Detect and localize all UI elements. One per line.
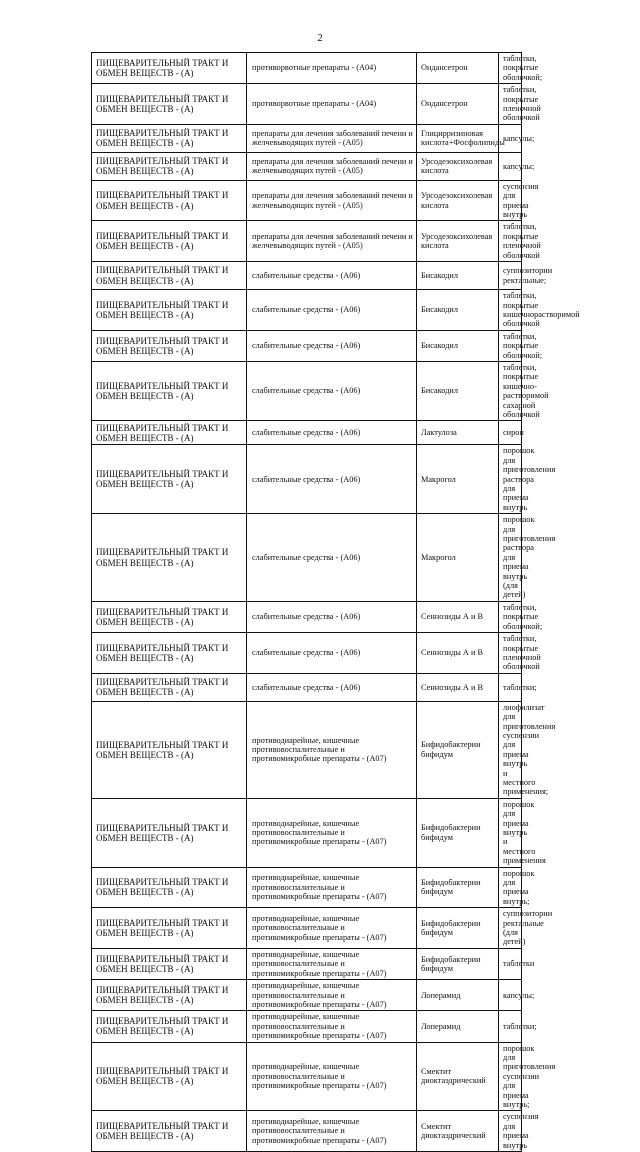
therapeutic-group-cell: ПИЩЕВАРИТЕЛЬНЫЙ ТРАКТ И ОБМЕН ВЕЩЕСТВ - (А) — [92, 514, 247, 602]
drug-name-cell: Бифидобактерии бифидум — [417, 798, 499, 867]
table-row — [92, 421, 522, 445]
drug-name-cell: Бисакодил — [417, 290, 499, 331]
dosage-form-cell: таблетки; — [499, 673, 522, 701]
drug-name-cell: Бифидобактерии бифидум — [417, 701, 499, 798]
pharmacological-subgroup-cell: препараты для лечения заболеваний печени и желчевыводящих путей - (А05) — [247, 221, 417, 262]
table-row — [92, 1111, 522, 1152]
therapeutic-group-cell: ПИЩЕВАРИТЕЛЬНЫЙ ТРАКТ И ОБМЕН ВЕЩЕСТВ - (А) — [92, 908, 247, 949]
therapeutic-group-cell: ПИЩЕВАРИТЕЛЬНЫЙ ТРАКТ И ОБМЕН ВЕЩЕСТВ - (А) — [92, 1042, 247, 1111]
page-number: 2 — [317, 32, 323, 44]
therapeutic-group-cell: ПИЩЕВАРИТЕЛЬНЫЙ ТРАКТ И ОБМЕН ВЕЩЕСТВ - (А) — [92, 633, 247, 674]
drug-name-cell: Ондансетрон — [417, 53, 499, 84]
dosage-form-cell: таблетки, покрытые кишечнорастворимой оболочкой — [499, 290, 522, 331]
therapeutic-group-cell: ПИЩЕВАРИТЕЛЬНЫЙ ТРАКТ И ОБМЕН ВЕЩЕСТВ - (А) — [92, 180, 247, 221]
table-row — [92, 53, 522, 84]
drug-name-cell: Бисакодил — [417, 262, 499, 290]
dosage-form-cell: лиофилизат для приготовления суспензии для приема внутрь и местного применения; — [499, 701, 522, 798]
pharmacological-subgroup-cell: слабительные средства - (А06) — [247, 514, 417, 602]
medication-table — [91, 52, 580, 1152]
therapeutic-group-cell: ПИЩЕВАРИТЕЛЬНЫЙ ТРАКТ И ОБМЕН ВЕЩЕСТВ - (А) — [92, 701, 247, 798]
dosage-form-cell: капсулы; — [499, 980, 522, 1011]
dosage-form-cell: капсулы; — [499, 152, 522, 180]
dosage-form-cell: суппозитории ректальные (для детей) — [499, 908, 522, 949]
dosage-form-cell: порошок для приема внутрь; — [499, 867, 522, 908]
table-row — [92, 948, 522, 979]
pharmacological-subgroup-cell: слабительные средства - (А06) — [247, 445, 417, 514]
therapeutic-group-cell: ПИЩЕВАРИТЕЛЬНЫЙ ТРАКТ И ОБМЕН ВЕЩЕСТВ - (А) — [92, 290, 247, 331]
pharmacological-subgroup-cell: противодиарейные, кишечные противовоспалительные и противомикробные препараты - (А07) — [247, 867, 417, 908]
table-row — [92, 330, 522, 361]
dosage-form-cell: суппозитории ректальные; — [499, 262, 522, 290]
therapeutic-group-cell: ПИЩЕВАРИТЕЛЬНЫЙ ТРАКТ И ОБМЕН ВЕЩЕСТВ - (А) — [92, 421, 247, 445]
dosage-form-cell: таблетки; — [499, 1011, 522, 1042]
therapeutic-group-cell: ПИЩЕВАРИТЕЛЬНЫЙ ТРАКТ И ОБМЕН ВЕЩЕСТВ - (А) — [92, 361, 247, 420]
drug-name-cell: Смектит диоктаэдрический — [417, 1042, 499, 1111]
drug-name-cell: Сеннозиды А и В — [417, 673, 499, 701]
therapeutic-group-cell: ПИЩЕВАРИТЕЛЬНЫЙ ТРАКТ И ОБМЕН ВЕЩЕСТВ - (А) — [92, 673, 247, 701]
table-row — [92, 1011, 522, 1042]
dosage-form-cell: капсулы; — [499, 124, 522, 152]
dosage-form-cell: суспензия для приема внутрь — [499, 1111, 522, 1152]
drug-name-cell: Бисакодил — [417, 361, 499, 420]
table-row — [92, 980, 522, 1011]
dosage-form-cell: порошок для приготовления суспензии для приема внутрь; — [499, 1042, 522, 1111]
table-row — [92, 1042, 522, 1111]
table-row — [92, 701, 522, 798]
dosage-form-cell: таблетки, покрытые пленочной оболочкой — [499, 633, 522, 674]
pharmacological-subgroup-cell: противодиарейные, кишечные противовоспалительные и противомикробные препараты - (А07) — [247, 1011, 417, 1042]
drug-name-cell: Смектит диоктаэдрический — [417, 1111, 499, 1152]
drug-name-cell: Лоперамид — [417, 1011, 499, 1042]
dosage-form-cell: таблетки, покрытые оболочкой; — [499, 601, 522, 632]
dosage-form-cell: таблетки — [499, 948, 522, 979]
table-row — [92, 514, 522, 602]
therapeutic-group-cell: ПИЩЕВАРИТЕЛЬНЫЙ ТРАКТ И ОБМЕН ВЕЩЕСТВ - (А) — [92, 445, 247, 514]
drug-name-cell: Макрогол — [417, 445, 499, 514]
therapeutic-group-cell: ПИЩЕВАРИТЕЛЬНЫЙ ТРАКТ И ОБМЕН ВЕЩЕСТВ - (А) — [92, 53, 247, 84]
table-row — [92, 84, 522, 125]
table-row — [92, 152, 522, 180]
pharmacological-subgroup-cell: слабительные средства - (А06) — [247, 673, 417, 701]
drug-name-cell: Глицирризиновая кислота+Фосфолипиды — [417, 124, 499, 152]
therapeutic-group-cell: ПИЩЕВАРИТЕЛЬНЫЙ ТРАКТ И ОБМЕН ВЕЩЕСТВ - (А) — [92, 84, 247, 125]
pharmacological-subgroup-cell: противодиарейные, кишечные противовоспалительные и противомикробные препараты - (А07) — [247, 701, 417, 798]
therapeutic-group-cell: ПИЩЕВАРИТЕЛЬНЫЙ ТРАКТ И ОБМЕН ВЕЩЕСТВ - (А) — [92, 262, 247, 290]
pharmacological-subgroup-cell: слабительные средства - (А06) — [247, 290, 417, 331]
drug-name-cell: Урсодезоксихолевая кислота — [417, 152, 499, 180]
table-row — [92, 798, 522, 867]
therapeutic-group-cell: ПИЩЕВАРИТЕЛЬНЫЙ ТРАКТ И ОБМЕН ВЕЩЕСТВ - (А) — [92, 152, 247, 180]
pharmacological-subgroup-cell: препараты для лечения заболеваний печени и желчевыводящих путей - (А05) — [247, 124, 417, 152]
pharmacological-subgroup-cell: противорвотные препараты - (А04) — [247, 84, 417, 125]
pharmacological-subgroup-cell: слабительные средства - (А06) — [247, 633, 417, 674]
dosage-form-cell: таблетки, покрытые оболочкой; — [499, 330, 522, 361]
pharmacological-subgroup-cell: противодиарейные, кишечные противовоспалительные и противомикробные препараты - (А07) — [247, 1111, 417, 1152]
table-row — [92, 124, 522, 152]
table-row — [92, 180, 522, 221]
therapeutic-group-cell: ПИЩЕВАРИТЕЛЬНЫЙ ТРАКТ И ОБМЕН ВЕЩЕСТВ - (А) — [92, 980, 247, 1011]
therapeutic-group-cell: ПИЩЕВАРИТЕЛЬНЫЙ ТРАКТ И ОБМЕН ВЕЩЕСТВ - (А) — [92, 948, 247, 979]
drug-name-cell: Бифидобактерии бифидум — [417, 948, 499, 979]
therapeutic-group-cell: ПИЩЕВАРИТЕЛЬНЫЙ ТРАКТ И ОБМЕН ВЕЩЕСТВ - (А) — [92, 601, 247, 632]
pharmacological-subgroup-cell: слабительные средства - (А06) — [247, 262, 417, 290]
table-row — [92, 867, 522, 908]
table-row — [92, 601, 522, 632]
dosage-form-cell: суспензия для приема внутрь — [499, 180, 522, 221]
table-row — [92, 633, 522, 674]
pharmacological-subgroup-cell: противорвотные препараты - (А04) — [247, 53, 417, 84]
drug-name-cell: Лактулоза — [417, 421, 499, 445]
table-row — [92, 673, 522, 701]
table-row — [92, 361, 522, 420]
dosage-form-cell: таблетки, покрытые пленочной оболочкой — [499, 84, 522, 125]
pharmacological-subgroup-cell: препараты для лечения заболеваний печени и желчевыводящих путей - (А05) — [247, 152, 417, 180]
table-row — [92, 445, 522, 514]
therapeutic-group-cell: ПИЩЕВАРИТЕЛЬНЫЙ ТРАКТ И ОБМЕН ВЕЩЕСТВ - (А) — [92, 221, 247, 262]
drug-name-cell: Макрогол — [417, 514, 499, 602]
drug-name-cell: Сеннозиды А и В — [417, 601, 499, 632]
dosage-form-cell: таблетки, покрытые пленочной оболочкой — [499, 221, 522, 262]
pharmacological-subgroup-cell: слабительные средства - (А06) — [247, 601, 417, 632]
pharmacological-subgroup-cell: слабительные средства - (А06) — [247, 330, 417, 361]
drug-name-cell: Ондансетрон — [417, 84, 499, 125]
therapeutic-group-cell: ПИЩЕВАРИТЕЛЬНЫЙ ТРАКТ И ОБМЕН ВЕЩЕСТВ - (А) — [92, 330, 247, 361]
therapeutic-group-cell: ПИЩЕВАРИТЕЛЬНЫЙ ТРАКТ И ОБМЕН ВЕЩЕСТВ - (А) — [92, 124, 247, 152]
pharmacological-subgroup-cell: препараты для лечения заболеваний печени и желчевыводящих путей - (А05) — [247, 180, 417, 221]
therapeutic-group-cell: ПИЩЕВАРИТЕЛЬНЫЙ ТРАКТ И ОБМЕН ВЕЩЕСТВ - (А) — [92, 1011, 247, 1042]
drug-name-cell: Урсодезоксихолевая кислота — [417, 180, 499, 221]
table-row — [92, 221, 522, 262]
therapeutic-group-cell: ПИЩЕВАРИТЕЛЬНЫЙ ТРАКТ И ОБМЕН ВЕЩЕСТВ - (А) — [92, 1111, 247, 1152]
pharmacological-subgroup-cell: слабительные средства - (А06) — [247, 361, 417, 420]
dosage-form-cell: сироп — [499, 421, 522, 445]
drug-name-cell: Бифидобактерии бифидум — [417, 867, 499, 908]
table-row — [92, 262, 522, 290]
therapeutic-group-cell: ПИЩЕВАРИТЕЛЬНЫЙ ТРАКТ И ОБМЕН ВЕЩЕСТВ - (А) — [92, 867, 247, 908]
pharmacological-subgroup-cell: противодиарейные, кишечные противовоспалительные и противомикробные препараты - (А07) — [247, 798, 417, 867]
pharmacological-subgroup-cell: противодиарейные, кишечные противовоспалительные и противомикробные препараты - (А07) — [247, 980, 417, 1011]
drug-name-cell: Урсодезоксихолевая кислота — [417, 221, 499, 262]
therapeutic-group-cell: ПИЩЕВАРИТЕЛЬНЫЙ ТРАКТ И ОБМЕН ВЕЩЕСТВ - (А) — [92, 798, 247, 867]
pharmacological-subgroup-cell: противодиарейные, кишечные противовоспалительные и противомикробные препараты - (А07) — [247, 908, 417, 949]
dosage-form-cell: порошок для приема внутрь и местного применения — [499, 798, 522, 867]
pharmacological-subgroup-cell: противодиарейные, кишечные противовоспалительные и противомикробные препараты - (А07) — [247, 1042, 417, 1111]
drug-name-cell: Бифидобактерии бифидум — [417, 908, 499, 949]
pharmacological-subgroup-cell: противодиарейные, кишечные противовоспалительные и противомикробные препараты - (А07) — [247, 948, 417, 979]
table-row — [92, 908, 522, 949]
pharmacological-subgroup-cell: слабительные средства - (А06) — [247, 421, 417, 445]
dosage-form-cell: таблетки, покрытые оболочкой; — [499, 53, 522, 84]
dosage-form-cell: порошок для приготовления раствора для приема внутрь (для детей) — [499, 514, 522, 602]
dosage-form-cell: таблетки, покрытые кишечно-растворимой сахарной оболочкой — [499, 361, 522, 420]
drug-name-cell: Бисакодил — [417, 330, 499, 361]
table-row — [92, 290, 522, 331]
drug-name-cell: Сеннозиды А и В — [417, 633, 499, 674]
drug-name-cell: Лоперамид — [417, 980, 499, 1011]
dosage-form-cell: порошок для приготовления раствора для приема внутрь — [499, 445, 522, 514]
